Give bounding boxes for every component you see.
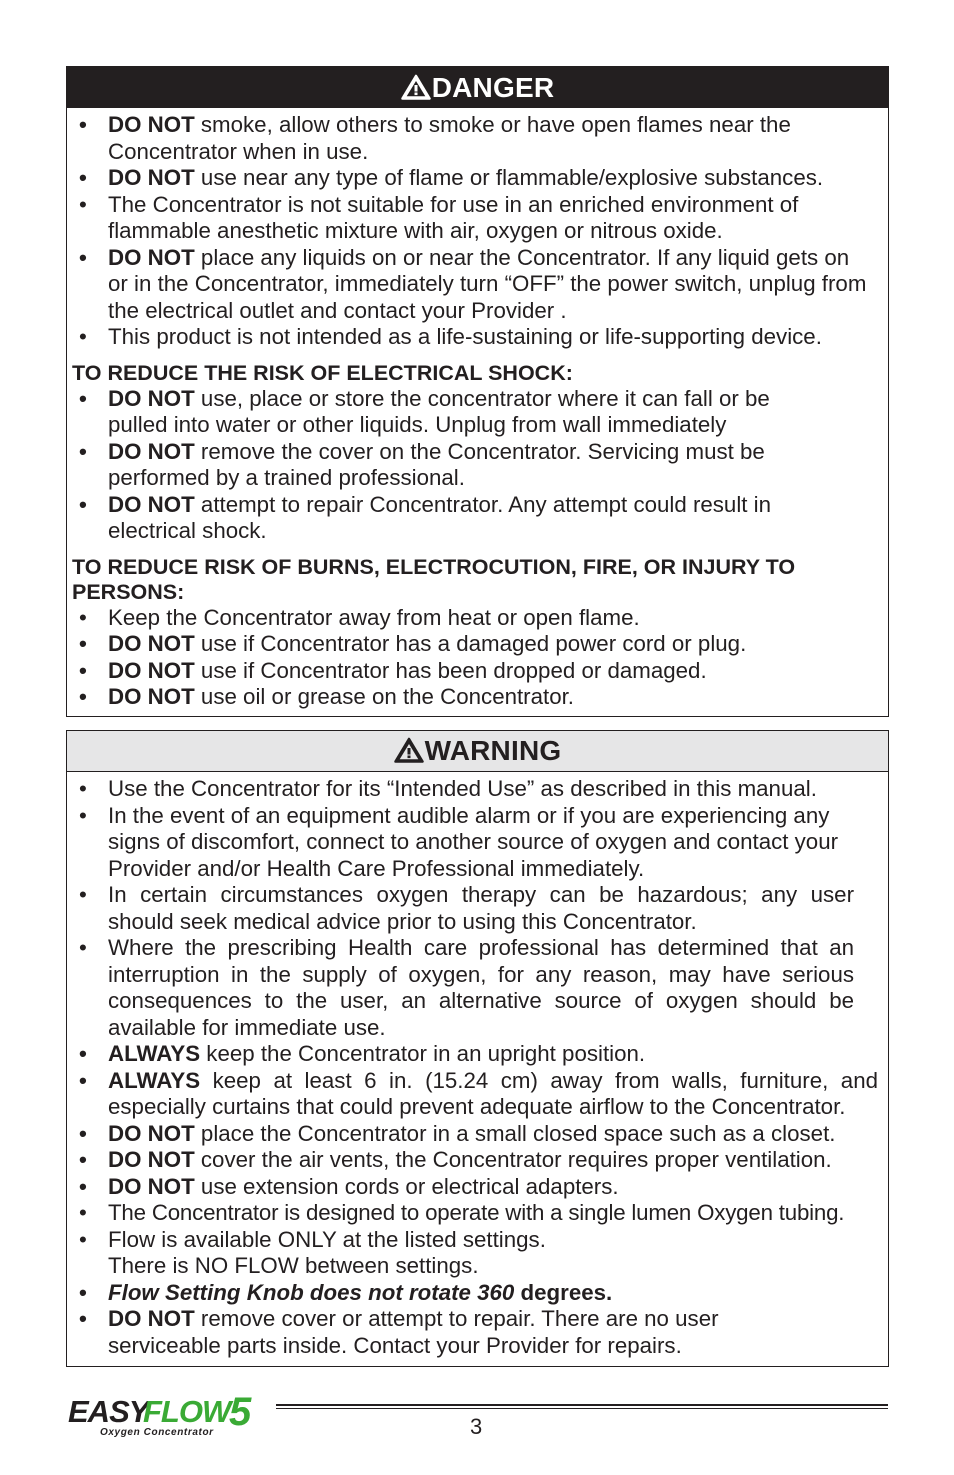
list-item: • DO NOT attempt to repair Concentrator. Any attempt could result in electrical shock. — [79, 491, 772, 543]
bullet: • — [79, 1306, 87, 1331]
bullet: • — [79, 324, 87, 349]
logo-easy: EASY — [68, 1394, 149, 1429]
footer-rule — [276, 1404, 888, 1406]
bullet: • — [79, 165, 87, 190]
bullet: • — [79, 1200, 87, 1225]
bullet: • — [79, 882, 87, 907]
warning-title: WARNING — [424, 735, 562, 766]
shock-list — [67, 386, 888, 545]
list-item: • DO NOT cover the air vents, the Concentrator requires proper ventilation. — [79, 1147, 832, 1172]
list-item: • DO NOT remove cover or attempt to repair. There are no user serviceable parts inside. Contact your Provider for repairs. — [79, 1306, 719, 1358]
bullet: • — [79, 112, 87, 137]
bullet: • — [79, 438, 87, 464]
list-item: • Flow Setting Knob does not rotate 360 degrees. — [79, 1279, 613, 1305]
page-number: 3 — [470, 1414, 483, 1439]
bullet: • — [79, 244, 87, 270]
bullet: • — [79, 776, 87, 801]
list-item: • DO NOT remove the cover on the Concentrator. Servicing must be performed by a trained professional. — [79, 438, 765, 490]
footer-rule — [276, 1408, 888, 1409]
bullet: • — [79, 604, 87, 630]
list-item: • DO NOT place the Concentrator in a small closed space such as a closet. — [79, 1120, 836, 1146]
burns-heading: TO REDUCE RISK OF BURNS, ELECTROCUTION, FIRE, OR INJURY TO PERSONS: — [72, 554, 796, 604]
bullet: • — [79, 1226, 87, 1252]
list-item: • This product is not intended as a life-sustaining or life-supporting device. — [79, 324, 822, 349]
list-item: • In certain circumstances oxygen therapy can be hazardous; any user should seek medical advice prior to using this Concentrator. — [79, 882, 854, 934]
bullet: • — [79, 385, 87, 411]
bullet: • — [79, 631, 87, 656]
list-item: • ALWAYS keep the Concentrator in an upright position. — [79, 1041, 646, 1066]
logo-number: 5 — [229, 1393, 252, 1434]
shock-heading: TO REDUCE THE RISK OF ELECTRICAL SHOCK: — [72, 360, 573, 385]
warning-list — [67, 776, 888, 1359]
warning-header — [67, 731, 888, 772]
warning-triangle-icon — [394, 737, 424, 763]
list-item: • DO NOT use, place or store the concentrator where it can fall or be pulled into water or other liquids. Unplug from wall immediately — [79, 385, 770, 437]
list-item: • Flow is available ONLY at the listed settings. There is NO FLOW between settings. — [79, 1226, 546, 1278]
list-item: • DO NOT use extension cords or electrical adapters. — [79, 1173, 619, 1199]
danger-title: DANGER — [431, 71, 555, 103]
warning-box — [66, 730, 889, 1367]
danger-list — [67, 112, 888, 351]
bullet: • — [79, 1067, 87, 1093]
bullet: • — [79, 491, 87, 517]
bullet: • — [79, 684, 87, 709]
bullet: • — [79, 802, 87, 828]
bullet: • — [79, 1147, 87, 1172]
bullet: • — [79, 657, 87, 683]
list-item: • DO NOT use if Concentrator has a damaged power cord or plug. — [79, 631, 747, 656]
danger-box — [66, 66, 889, 717]
list-item: • Use the Concentrator for its “Intended Use” as described in this manual. — [79, 776, 817, 801]
easyflow-logo — [66, 1393, 271, 1441]
list-item: • The Concentrator is not suitable for use in an enriched environment of flammable anesthetic mixture with air, oxygen or nitrous oxide. — [79, 191, 799, 243]
bullet: • — [79, 1120, 87, 1146]
list-item: • In the event of an equipment audible alarm or if you are experiencing any signs of discomfort, connect to another source of oxygen and contact your Provider and/or Health Care Professional immediately. — [79, 802, 839, 881]
list-item: • DO NOT use near any type of flame or flammable/explosive substances. — [79, 165, 824, 190]
bullet: • — [79, 191, 87, 217]
logo-tagline: Oxygen Concentrator — [100, 1427, 214, 1438]
danger-header — [67, 67, 888, 108]
bullet: • — [79, 935, 87, 960]
list-item: • Where the prescribing Health care professional has determined that an interruption in the supply of oxygen, for any reason, may have serious consequences to the user, an alternative source of oxygen should be available for immediate use. — [79, 935, 854, 1040]
list-item: • DO NOT place any liquids on or near the Concentrator. If any liquid gets on or in the Concentrator, immediately turn “OFF” the power switch, unplug from the electrical outlet and contact your Provider . — [79, 244, 867, 323]
list-item: • DO NOT smoke, allow others to smoke or have open flames near the Concentrator when in use. — [79, 112, 791, 164]
warning-triangle-icon — [401, 74, 431, 100]
logo-flow: FLOW — [143, 1394, 231, 1429]
bullet: • — [79, 1173, 87, 1199]
bullet: • — [79, 1041, 87, 1066]
list-item: • DO NOT use oil or grease on the Concentrator. — [79, 684, 574, 709]
bullet: • — [79, 1279, 87, 1305]
list-item: • DO NOT use if Concentrator has been dropped or damaged. — [79, 657, 707, 683]
list-item: • Keep the Concentrator away from heat or open flame. — [79, 604, 640, 630]
list-item: • ALWAYS keep at least 6 in. (15.24 cm) away from walls, furniture, and especially curtains that could prevent adequate airflow to the Concentrator. — [79, 1067, 878, 1119]
list-item: • The Concentrator is designed to operate with a single lumen Oxygen tubing. — [79, 1200, 845, 1225]
burns-list — [67, 605, 888, 711]
